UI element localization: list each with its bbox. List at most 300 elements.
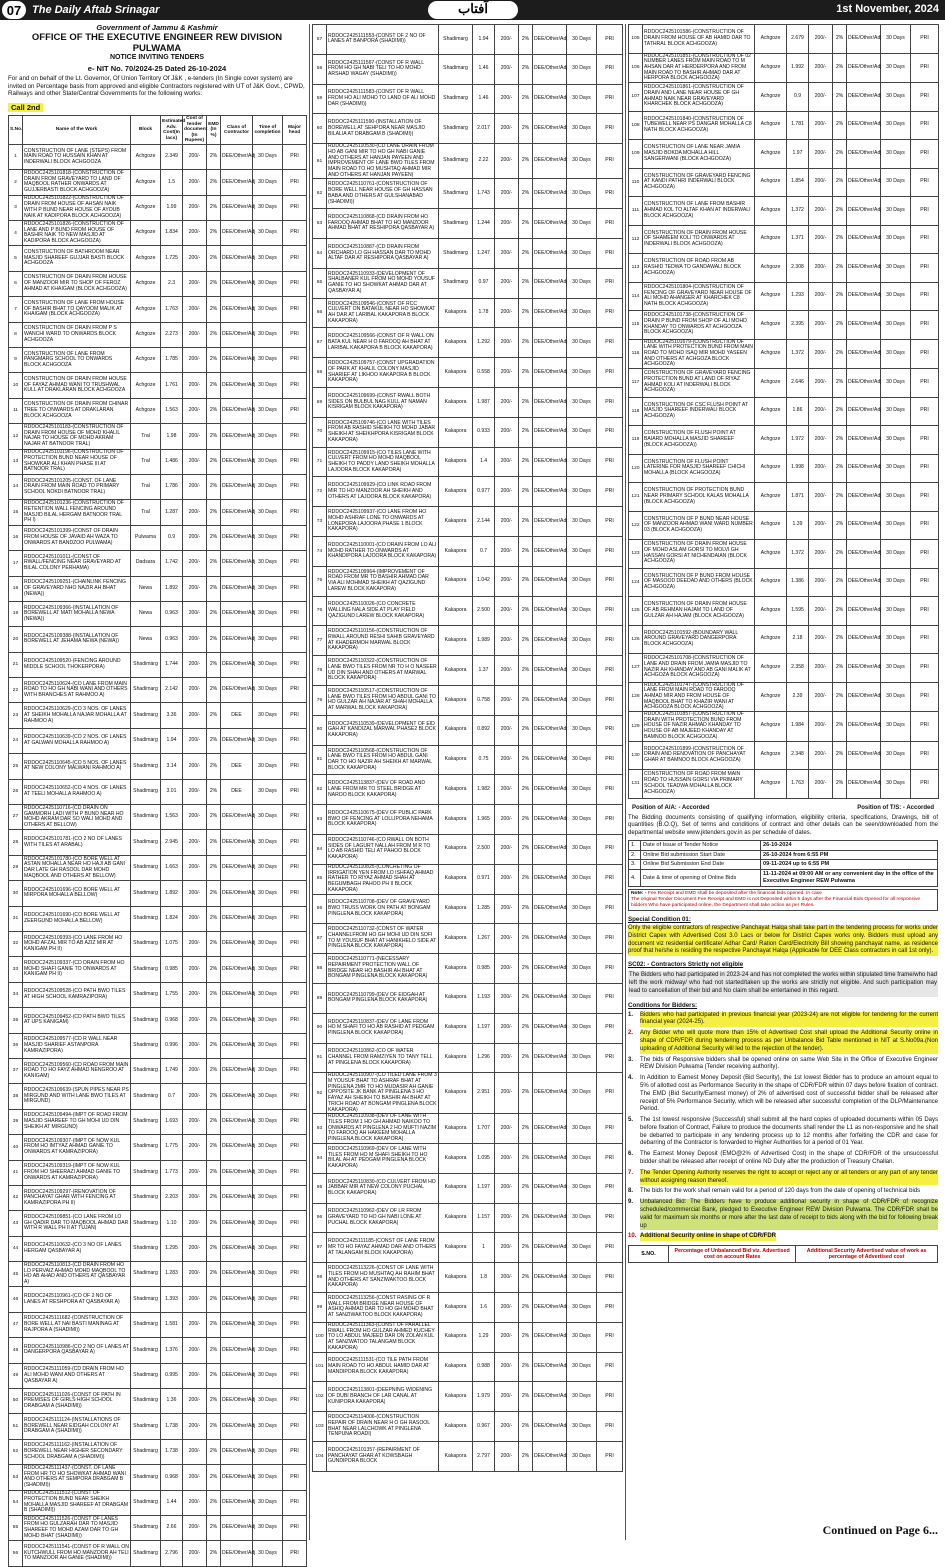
contractor-class: DEE/Other/Adj bbox=[533, 298, 567, 328]
tender-fee: 200/- bbox=[183, 779, 207, 804]
estimated-cost: 1.372 bbox=[787, 540, 809, 569]
major-head: PRI bbox=[597, 626, 623, 656]
tender-fee: 200/- bbox=[495, 1382, 519, 1412]
emd-percent: 2% bbox=[519, 1293, 533, 1323]
major-head: PRI bbox=[283, 1236, 307, 1261]
preamble: For and on behalf of the Lt. Governor, Of Union Territory Of J&K , e-tenders (In Single cover system) are invited on Percentage basis from approved and eligible Contractors registered with UT of J&K Govt., CPWD, Railways and other State/Central Governments for the following works: bbox=[8, 75, 305, 98]
completion-time: 30 Days bbox=[253, 1008, 283, 1033]
tender-fee: 200/- bbox=[183, 957, 207, 982]
completion-time: 30 Days bbox=[253, 322, 283, 347]
table-row bbox=[9, 779, 307, 804]
major-head: PRI bbox=[597, 358, 623, 388]
work-name: RDDOC2425110862-(CO OF WATER CHANNEL FROM RAMZIYEN TO TANY TELL AT PINGLENA BLOCK KAKAPORA) bbox=[327, 1043, 439, 1073]
completion-time: 30 Days bbox=[567, 685, 597, 715]
call-badge: Call 2nd bbox=[8, 103, 43, 112]
emd-percent: 2% bbox=[207, 246, 221, 271]
emd-percent: 2% bbox=[519, 144, 533, 179]
row-sno: 12 bbox=[9, 424, 23, 449]
block-name: Pulwama bbox=[131, 525, 161, 550]
major-head: PRI bbox=[283, 1363, 307, 1388]
table-row bbox=[313, 1442, 623, 1472]
tender-fee: 200/- bbox=[809, 770, 833, 799]
contractor-class: DEE/Other/Adj bbox=[533, 144, 567, 179]
estimated-cost: 1 bbox=[473, 1233, 495, 1263]
row-sno: 86 bbox=[313, 894, 327, 924]
completion-time: 30 Days bbox=[567, 536, 597, 566]
completion-time: 30 Days bbox=[567, 209, 597, 239]
row-sno: 43 bbox=[9, 1211, 23, 1236]
row-sno: 7 bbox=[9, 297, 23, 322]
table-row bbox=[313, 1173, 623, 1203]
work-name: RDDOC2425110675-(DEV OF PUBLIC PARK BWO OF FENCING AT LOLLIPORA NEHAMA BLOCK KAKAPORA) bbox=[327, 805, 439, 835]
block-name: Shadimarg bbox=[439, 239, 473, 269]
estimated-cost: 2.308 bbox=[787, 254, 809, 283]
row-sno: 35 bbox=[9, 1008, 23, 1033]
contractor-class: DEE/Other/Adj bbox=[221, 1084, 253, 1109]
emd-percent: 2% bbox=[833, 654, 847, 683]
table-row bbox=[9, 1490, 307, 1515]
emd-percent: 2% bbox=[833, 140, 847, 169]
contractor-class: DEE/Other/Adj bbox=[533, 566, 567, 596]
work-name: RDDOC2425101780-(CO BORE WELL AT ASTAN MOHALLA NEAR HO HAJI AB GANI DAR LATE GH RASOOL DAR MOHD MAQBOOL AND OTHERS AT BELLOW) bbox=[23, 855, 131, 880]
major-head: PRI bbox=[911, 483, 939, 512]
block-name: Kakapora bbox=[439, 1043, 473, 1073]
emd-percent: 2% bbox=[833, 282, 847, 311]
emd-percent: 2% bbox=[519, 745, 533, 775]
completion-time: 30 Days bbox=[567, 1073, 597, 1114]
tender-fee: 200/- bbox=[809, 682, 833, 712]
major-head: PRI bbox=[283, 424, 307, 449]
major-head: PRI bbox=[283, 779, 307, 804]
row-sno: 47 bbox=[9, 1312, 23, 1337]
major-head: PRI bbox=[597, 477, 623, 507]
tender-fee: 200/- bbox=[495, 387, 519, 417]
tender-fee: 200/- bbox=[495, 1322, 519, 1352]
row-sno: 92 bbox=[313, 1073, 327, 1114]
major-head: PRI bbox=[283, 221, 307, 246]
major-head: PRI bbox=[283, 855, 307, 880]
emd-percent: 2% bbox=[207, 1185, 221, 1210]
column-1 bbox=[8, 23, 306, 1562]
table-row bbox=[629, 53, 939, 83]
row-sno: 122 bbox=[629, 511, 643, 540]
major-head: PRI bbox=[283, 1287, 307, 1312]
work-name: RDDOC2425111541-(CONST OF R WALL ON KUTCHWULL FROM HO MANZOOR AH TELI TO MANZOOR AH GANIE (SHADIMI)) bbox=[23, 1541, 131, 1566]
estimated-cost: 1.94 bbox=[161, 728, 183, 753]
emd-percent: 2% bbox=[519, 596, 533, 626]
work-name: RDDOC2425111590-(INSTALLATION OF BOREWELL AT SEHPORA NEAR MASJID BILALIA AT DRABGAM B (SHADIMI)) bbox=[327, 114, 439, 144]
work-name: RDDOC2425109251-(CHAINLINK FENCING OF GRAVEYARD NHO NAZIR AH BHAT (NEWA)) bbox=[23, 576, 131, 601]
table-row bbox=[313, 1293, 623, 1323]
completion-time: 30 Days bbox=[567, 1382, 597, 1412]
major-head: PRI bbox=[597, 924, 623, 954]
work-name: RDDOC2425110868-(CD DRAIN FROM HO FAROOQ AHMAD BHAT TO HO MANZOOR AHMAD BHAT AT RESHIPORA QASBAYAR A) bbox=[327, 209, 439, 239]
block-name: Kakapora bbox=[439, 328, 473, 358]
block-name: Achgoze bbox=[755, 369, 787, 398]
major-head: PRI bbox=[597, 1114, 623, 1144]
major-head: PRI bbox=[597, 1013, 623, 1043]
contractor-class: DEE/Other/Adj bbox=[221, 348, 253, 373]
row-sno: 34 bbox=[9, 982, 23, 1007]
completion-time: 30 Days bbox=[253, 1109, 283, 1134]
block-name: Kakapora bbox=[439, 805, 473, 835]
emd-percent: 2% bbox=[207, 1008, 221, 1033]
column-2 bbox=[312, 24, 622, 1540]
row-sno: 13 bbox=[9, 449, 23, 474]
major-head: PRI bbox=[597, 864, 623, 894]
table-row bbox=[629, 225, 939, 254]
completion-time: 30 Days bbox=[253, 1414, 283, 1439]
work-name: RDDOC2425110632-(CO 3 NO OF LANES HERGAM QASBAYAR A) bbox=[23, 1236, 131, 1261]
table-row bbox=[313, 1073, 623, 1114]
major-head: PRI bbox=[597, 1442, 623, 1472]
work-name: RDDOC2425111185-(CONST OF LANE FROM MR TO HO FAYAZ AHMAD DAR AND OTHERS AT TALANGAM BLOCK KAKAPORA) bbox=[327, 1233, 439, 1263]
emd-percent: 2% bbox=[207, 1490, 221, 1515]
completion-time: 30 Days bbox=[253, 982, 283, 1007]
work-name: RDDOC2425111512-(CONST OF PROTECTION BUND NEAR SHEIKH MOHALLA MASJID SHAREEF AT DRABGAM B (SHADIMI)) bbox=[23, 1490, 131, 1515]
emd-percent: 2% bbox=[519, 1352, 533, 1382]
work-name: RDDOC2425109577-(CD R WALL NEAR MASJID SHARIEF ASTANPORA KAMRAZIPORA) bbox=[23, 1033, 131, 1058]
contractor-class: DEE/Other/Adj bbox=[533, 834, 567, 864]
major-head: PRI bbox=[911, 540, 939, 569]
major-head: PRI bbox=[597, 775, 623, 805]
major-head: PRI bbox=[283, 1439, 307, 1464]
block-name: Shadimarg bbox=[131, 1338, 161, 1363]
estimated-cost: 1.285 bbox=[473, 894, 495, 924]
work-name: CONSTRUCTION OF PROTECTION BUND NEAR PRIMARY SCHOOL KALAS MOHALLA (BLOCK ACHGOOZA) bbox=[643, 483, 755, 512]
estimated-cost: 1.595 bbox=[787, 597, 809, 626]
estimated-cost: 0.996 bbox=[161, 1033, 183, 1058]
completion-time: 30 Days bbox=[253, 1084, 283, 1109]
emd-percent: 2% bbox=[833, 712, 847, 742]
work-name: RDDOC2425110629-(CO 3 NOS. OF LANES AT SHEIKH MOHALLA NAJAR MOHALLA AT RAHMOO A) bbox=[23, 703, 131, 728]
block-name: Shadimarg bbox=[439, 84, 473, 114]
major-head: PRI bbox=[597, 685, 623, 715]
block-name: Kakapora bbox=[439, 536, 473, 566]
block-name: Shadimarg bbox=[131, 1262, 161, 1287]
estimated-cost: 1.563 bbox=[161, 398, 183, 423]
tender-fee: 200/- bbox=[495, 54, 519, 84]
major-head: PRI bbox=[597, 144, 623, 179]
emd-percent: 2% bbox=[207, 855, 221, 880]
major-head: PRI bbox=[597, 114, 623, 144]
completion-time: 30 Days bbox=[881, 511, 911, 540]
contractor-class: DEE/Other/Adj bbox=[533, 477, 567, 507]
table-row bbox=[9, 601, 307, 626]
condition-number: 3. bbox=[628, 1056, 634, 1063]
contractor-class: DEE/Other/Adj bbox=[221, 1211, 253, 1236]
emd-percent: 2% bbox=[207, 652, 221, 677]
contractor-class: DEE/Other/Adj bbox=[221, 1135, 253, 1160]
major-head: PRI bbox=[283, 576, 307, 601]
contractor-class: DEE/Other/Adj bbox=[533, 954, 567, 984]
completion-time: 30 Days bbox=[253, 1363, 283, 1388]
completion-time: 30 Days bbox=[567, 477, 597, 507]
tender-fee: 200/- bbox=[183, 1236, 207, 1261]
emd-percent: 2% bbox=[207, 500, 221, 525]
tender-fee: 200/- bbox=[183, 1185, 207, 1210]
table-row bbox=[313, 1263, 623, 1293]
completion-time: 30 Days bbox=[881, 168, 911, 197]
major-head: PRI bbox=[911, 454, 939, 483]
contractor-class: DEE/Other/Adj bbox=[533, 536, 567, 566]
emd-percent: 2% bbox=[519, 477, 533, 507]
major-head: PRI bbox=[597, 805, 623, 835]
major-head: PRI bbox=[283, 246, 307, 271]
block-name: Kakapora bbox=[439, 1203, 473, 1233]
block-name: Kakapora bbox=[439, 894, 473, 924]
emd-percent: 2% bbox=[519, 328, 533, 358]
tender-fee: 200/- bbox=[809, 483, 833, 512]
row-sno: 18 bbox=[9, 576, 23, 601]
completion-time: 30 Days bbox=[567, 834, 597, 864]
block-name: Kakapora bbox=[439, 745, 473, 775]
contractor-class: DEE/Other/Adj bbox=[847, 140, 881, 169]
work-name: RDDOC2425111567-(CONST OF R WALL FROM HO GH NABI TELI TO HO MOHD ARSHAD WAGAY (SHADIMI)) bbox=[327, 54, 439, 84]
table-row bbox=[9, 982, 307, 1007]
contractor-class: DEE/Other/Adj bbox=[533, 715, 567, 745]
condition-text: Additional Security online in shape of CDR/FDR bbox=[640, 1233, 777, 1240]
contractor-class: DEE/Other/Adj bbox=[533, 25, 567, 55]
major-head: PRI bbox=[283, 1008, 307, 1033]
estimated-cost: 1.86 bbox=[787, 397, 809, 426]
contractor-class: DEE/Other/Adj bbox=[221, 601, 253, 626]
tender-fee: 200/- bbox=[495, 447, 519, 477]
row-sno: 2 bbox=[9, 170, 23, 195]
contractor-class: DEE/Other/Adj bbox=[221, 1312, 253, 1337]
block-name: Achgoze bbox=[131, 221, 161, 246]
contractor-class: DEE/Other/Adj bbox=[533, 924, 567, 954]
work-name: RDDOC2425113801-(DEEPNING WIDENING OF DUBI BRANCH OF LAR CANAL AT KUNIPORA KAKAPORA) bbox=[327, 1382, 439, 1412]
completion-time: 30 Days bbox=[567, 775, 597, 805]
emd-percent: 2% bbox=[519, 894, 533, 924]
condition-text: Bidders who had participated in previous financial year (2023-24) are not eligible for tendering for the current financial year (2024-25). bbox=[640, 1011, 938, 1026]
contractor-class: DEE/Other/Adj bbox=[847, 197, 881, 226]
table-row bbox=[9, 1008, 307, 1033]
block-name: Kakapora bbox=[439, 1263, 473, 1293]
schedule-number: 4. bbox=[629, 870, 641, 886]
major-head: PRI bbox=[597, 1412, 623, 1442]
row-sno: 120 bbox=[629, 454, 643, 483]
condition-number: 1. bbox=[628, 1011, 634, 1018]
tender-fee: 200/- bbox=[183, 170, 207, 195]
estimated-cost: 1.738 bbox=[161, 1414, 183, 1439]
emd-percent: 2% bbox=[207, 398, 221, 423]
condition-number: 5. bbox=[628, 1117, 634, 1124]
condition-text: Unbalanced Bid: The Bidders have to produce additional security in shape of CDR/FDR of recognize scheduled/commercial Bank, pledged to Executive Engineer REW Division Pulwama. The CDR/FDR shall be valid for maximum six months or more after the last date of receipt to bids along with the bid for following break up bbox=[640, 1199, 938, 1229]
completion-time: 30 Days bbox=[253, 1262, 283, 1287]
block-name: Shadimarg bbox=[131, 754, 161, 779]
major-head: PRI bbox=[597, 834, 623, 864]
work-name: RDDOC2425101679-(CONSTRUCTION OF LANE WITH PROTECTION BUND FROM MAIN ROAD TO MOHD ISAQ MIR MOHD YASEEN AND OTHERS AT ACHGOZA BLOCK ACHGOOZA) bbox=[644, 338, 753, 368]
tender-fee: 200/- bbox=[495, 715, 519, 745]
row-sno: 114 bbox=[629, 282, 643, 311]
table-row bbox=[629, 254, 939, 283]
table-row bbox=[9, 551, 307, 576]
table-row bbox=[313, 1233, 623, 1263]
emd-percent: 2% bbox=[833, 483, 847, 512]
newspaper-logo: آفتاب bbox=[428, 1, 518, 19]
contractor-class: DEE/Other/Adj bbox=[533, 1203, 567, 1233]
completion-time: 30 Days bbox=[253, 906, 283, 931]
work-name: RDDOC2425110645-(CO 5 NOS. OF LANES AT NEW COLONY MALWANI RAHMOO A) bbox=[23, 754, 131, 779]
emd-percent: 2% bbox=[519, 1203, 533, 1233]
contractor-class: DEE/Other/Adj bbox=[847, 397, 881, 426]
table-row bbox=[313, 417, 623, 447]
completion-time: 30 Days bbox=[881, 597, 911, 626]
major-head: PRI bbox=[283, 652, 307, 677]
completion-time: 30 Days bbox=[567, 298, 597, 328]
row-sno: 110 bbox=[629, 168, 643, 197]
major-head: PRI bbox=[597, 656, 623, 686]
row-sno: 5 bbox=[9, 246, 23, 271]
major-head: PRI bbox=[597, 1233, 623, 1263]
completion-time: 30 Days bbox=[253, 500, 283, 525]
condition-item bbox=[628, 1117, 938, 1148]
major-head: PRI bbox=[283, 144, 307, 169]
block-name: Shadimarg bbox=[131, 906, 161, 931]
tender-fee: 200/- bbox=[809, 511, 833, 540]
work-name: CONSTRUCTION OF ROAD FROM AB RASHID TEDWA TO GANDAWALI BLOCK ACHGOOZA) bbox=[643, 254, 755, 283]
row-sno: 61 bbox=[313, 144, 327, 179]
completion-time: 30 Days bbox=[567, 1233, 597, 1263]
table-row bbox=[629, 625, 939, 654]
tender-fee: 200/- bbox=[495, 745, 519, 775]
completion-time: 30 Days bbox=[253, 652, 283, 677]
block-name: Shadimarg bbox=[131, 1084, 161, 1109]
tender-fee: 200/- bbox=[809, 397, 833, 426]
block-name: Shadimarg bbox=[131, 1541, 161, 1566]
block-name: Achgoze bbox=[755, 426, 787, 455]
major-head: PRI bbox=[283, 1414, 307, 1439]
emd-percent: 2% bbox=[833, 454, 847, 483]
major-head: PRI bbox=[597, 745, 623, 775]
estimated-cost: 0.985 bbox=[473, 954, 495, 984]
tender-fee: 200/- bbox=[495, 209, 519, 239]
tender-fee: 200/- bbox=[495, 268, 519, 298]
major-head: PRI bbox=[597, 1293, 623, 1323]
estimated-cost: 1.46 bbox=[473, 54, 495, 84]
emd-percent: 2% bbox=[519, 1043, 533, 1073]
condition-text: The Earnest Money Deposit (EMO@2% of Advertised Cost) in the shape of CDR/FDR of the unsuccessful bidder shall be released after receipt of online ND Duly after the production of Treasury Challan. bbox=[640, 1151, 938, 1166]
emd-percent: 2% bbox=[519, 54, 533, 84]
estimated-cost: 0.7 bbox=[161, 1084, 183, 1109]
row-sno: 107 bbox=[629, 83, 643, 112]
tender-table bbox=[628, 24, 939, 799]
block-name: Kakapora bbox=[439, 1144, 473, 1174]
contractor-class: DEE/Other/Adj bbox=[533, 894, 567, 924]
work-name: RDDOC2425109337-(CD DRAIN FROM HO MOHD SHAFI GANIE TO ONWARDS AT KANIGAM PH II) bbox=[23, 957, 131, 982]
row-sno: 57 bbox=[313, 25, 327, 55]
work-name: RDDOC2425110933-(DEVELOPMENT OF SHALBANER KUL FROM HO MOHD YOUSUF GANIE TO HO SHOWKAT AHMAD DAR AT QASBAYAR A) bbox=[327, 268, 439, 298]
condition-number: 2. bbox=[628, 1030, 634, 1037]
estimated-cost: 2.66 bbox=[161, 1515, 183, 1540]
estimated-cost: 1.663 bbox=[161, 855, 183, 880]
estimated-cost: 1.39 bbox=[787, 511, 809, 540]
work-name: RDDOC2425110001-(CO DRAIN FROM LO ALI MOHD RATHER TO ONWARDS AT KHANDIPORA LAJOORA BLOCK KAKAPORA) bbox=[327, 536, 439, 566]
emd-percent: 2% bbox=[207, 754, 221, 779]
estimated-cost: 2.273 bbox=[161, 322, 183, 347]
table-row bbox=[9, 678, 307, 703]
completion-time: 30 Days bbox=[567, 447, 597, 477]
block-name: Achgoze bbox=[755, 111, 787, 140]
table-row bbox=[313, 1043, 623, 1073]
tender-fee: 200/- bbox=[183, 1363, 207, 1388]
completion-time: 30 Days bbox=[253, 525, 283, 550]
table-row bbox=[9, 1338, 307, 1363]
tender-fee: 200/- bbox=[183, 322, 207, 347]
page-number: 07 bbox=[2, 1, 26, 19]
table-row bbox=[9, 170, 307, 195]
contractor-class: DEE/Other/Adj bbox=[221, 1515, 253, 1540]
estimated-cost: 1.283 bbox=[161, 1262, 183, 1287]
row-sno: 11 bbox=[9, 398, 23, 423]
tender-fee: 200/- bbox=[495, 84, 519, 114]
work-name: RDDOC2425101822-(CONSTRUCTION OF DRAIN FROM HOUSE OF AHSAN NAIK WITH P BUND NEAR HOUSE OF AYOUB NAIK AT KADIPORA BLOCK ACHGOOZA) bbox=[23, 195, 131, 220]
emd-percent: 2% bbox=[207, 881, 221, 906]
contractor-class: DEE/Other/Adj bbox=[221, 1109, 253, 1134]
tender-fee: 200/- bbox=[183, 805, 207, 830]
schedule-row bbox=[629, 870, 938, 886]
work-name: RDDOC2425110624-(CO LANE FROM MAIN ROAD TO HO GH NABI WANI AND OTHERS WITH BRANCHES AT RAHMOO A) bbox=[23, 678, 131, 703]
major-head: PRI bbox=[283, 1058, 307, 1083]
table-row bbox=[629, 83, 939, 112]
contractor-class: DEE/Other/Adj bbox=[533, 239, 567, 269]
block-name: Kakapora bbox=[439, 715, 473, 745]
block-name: Shadimarg bbox=[131, 830, 161, 855]
row-sno: 113 bbox=[629, 254, 643, 283]
work-name: RDDOC2425109494-(IMPT OF ROAD FROM MASJID SHAREEF TO GH MOHI UD DIN SHEIKH AT MIRGUND) bbox=[23, 1109, 131, 1134]
column-header: Name of the Work bbox=[23, 116, 131, 144]
work-name: RDDOC2425110887-(CD DRAIN FROM ORCHARD LO GH HASSAN DAR TO MOHD ALTAF DAR AT RESHIPORA QASBAYAR A) bbox=[327, 239, 439, 269]
block-name: Achgoze bbox=[755, 483, 787, 512]
work-name: CONSTRUCTION OF GRAVEYARD FENCING PROTECTION BUND AT LAND OF RIYAZ AHMAD KOLI AT INDERWALI BLOCK ACHGOOZA) bbox=[643, 369, 755, 398]
contractor-class: DEE/Other/Adj bbox=[221, 906, 253, 931]
completion-time: 30 Days bbox=[881, 25, 911, 54]
emd-percent: 2% bbox=[207, 703, 221, 728]
estimated-cost: 1.707 bbox=[473, 1114, 495, 1144]
block-name: Achgoze bbox=[755, 540, 787, 569]
emd-percent: 2% bbox=[207, 373, 221, 398]
contractor-class: DEE/Other/Adj bbox=[533, 54, 567, 84]
completion-time: 30 Days bbox=[567, 715, 597, 745]
schedule-number: 1. bbox=[629, 841, 641, 851]
contractor-class: DEE/Other/Adj bbox=[533, 805, 567, 835]
work-name: RDDOC2425101826-(CONSTRUCTION OF LANE AND P BUND FROM HOUSE OF BASHIR NAIK TO NEW MASJID AT KADIPORA BLOCK ACHGOOZA) bbox=[23, 221, 131, 246]
major-head: PRI bbox=[911, 369, 939, 398]
position-row bbox=[632, 805, 934, 811]
major-head: PRI bbox=[597, 1322, 623, 1352]
row-sno: 60 bbox=[313, 114, 327, 144]
column-3 bbox=[628, 24, 938, 1540]
tender-fee: 200/- bbox=[809, 111, 833, 140]
contractor-class: DEE/Other/Adj bbox=[533, 685, 567, 715]
major-head: PRI bbox=[597, 447, 623, 477]
row-sno: 83 bbox=[313, 805, 327, 835]
contractor-class: DEE/Other/Adj bbox=[221, 1160, 253, 1185]
row-sno: 130 bbox=[629, 741, 643, 770]
work-name: CONSTRUCTION OF LANE FROM PANGMARG SCHOOL TO ONWARDS BLOCK ACHGOOZA bbox=[23, 348, 131, 373]
tender-fee: 200/- bbox=[183, 881, 207, 906]
contractor-class: DEE/Other/Adj bbox=[847, 311, 881, 340]
emd-percent: 2% bbox=[833, 540, 847, 569]
completion-time: 30 Days bbox=[881, 197, 911, 226]
table-row bbox=[9, 1058, 307, 1083]
row-sno: 74 bbox=[313, 536, 327, 566]
contractor-class: DEE/Other/Adj bbox=[221, 1185, 253, 1210]
completion-time: 30 Days bbox=[567, 1293, 597, 1323]
tender-fee: 200/- bbox=[183, 424, 207, 449]
